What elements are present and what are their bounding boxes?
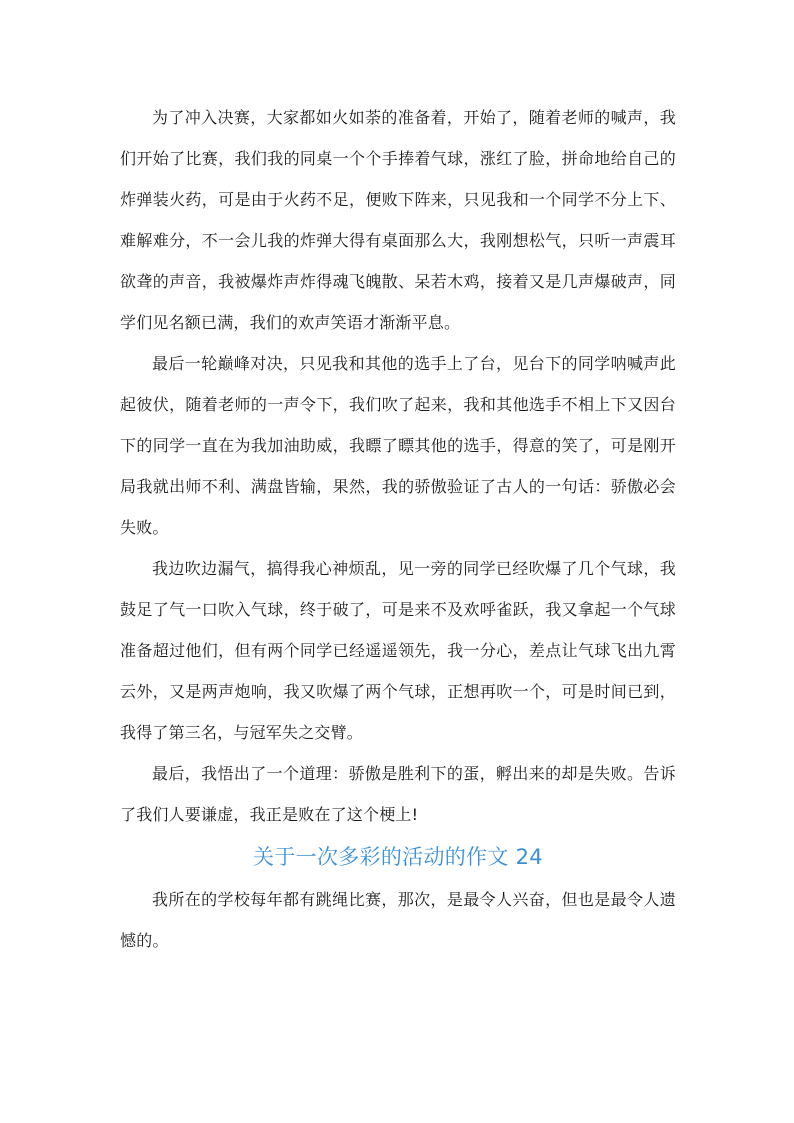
body-paragraph-5: 我所在的学校每年都有跳绳比赛，那次，是最令人兴奋，但也是最令人遗憾的。 (120, 890, 676, 950)
body-paragraph-4: 最后，我悟出了一个道理：骄傲是胜利下的蛋，孵出来的却是失败。告诉了我们人要谦虚，我正是败在了这个梗上! (120, 764, 676, 824)
section-heading: 关于一次多彩的活动的作文 24 (253, 845, 543, 869)
body-paragraph-3: 我边吹边漏气，搞得我心神烦乱，见一旁的同学已经吹爆了几个气球，我鼓足了气一口吹入气球，终于破了，可是来不及欢呼雀跃，我又拿起一个气球准备超过他们，但有两个同学已经遥遥领先，我一分心，差点让气球飞出九霄云外，又是两声炮响，我又吹爆了两个气球，正想再吹一个，可是时间已到，我得了第三名，与冠军失之交臂。 (120, 559, 676, 742)
body-paragraph-1: 为了冲入决赛，大家都如火如荼的准备着，开始了，随着老师的喊声，我们开始了比赛，我们我的同桌一个个手捧着气球，涨红了脸，拼命地给自己的炸弹装火药，可是由于火药不足，便败下阵来，只见我和一个同学不分上下、难解难分，不一会儿我的炸弹大得有桌面那么大，我刚想松气，只听一声震耳欲聋的声音，我被爆炸声炸得魂飞魄散、呆若木鸡，接着又是几声爆破声，同学们见名额已满，我们的欢声笑语才渐渐平息。 (120, 108, 676, 332)
body-paragraph-2: 最后一轮巅峰对决，只见我和其他的选手上了台，见台下的同学呐喊声此起彼伏，随着老师的一声令下，我们吹了起来，我和其他选手不相上下又因台下的同学一直在为我加油助威，我瞟了瞟其他的选手，得意的笑了，可是刚开局我就出师不利、满盘皆输，果然，我的骄傲验证了古人的一句话：骄傲必会失败。 (120, 354, 676, 537)
document-page (120, 97, 676, 961)
